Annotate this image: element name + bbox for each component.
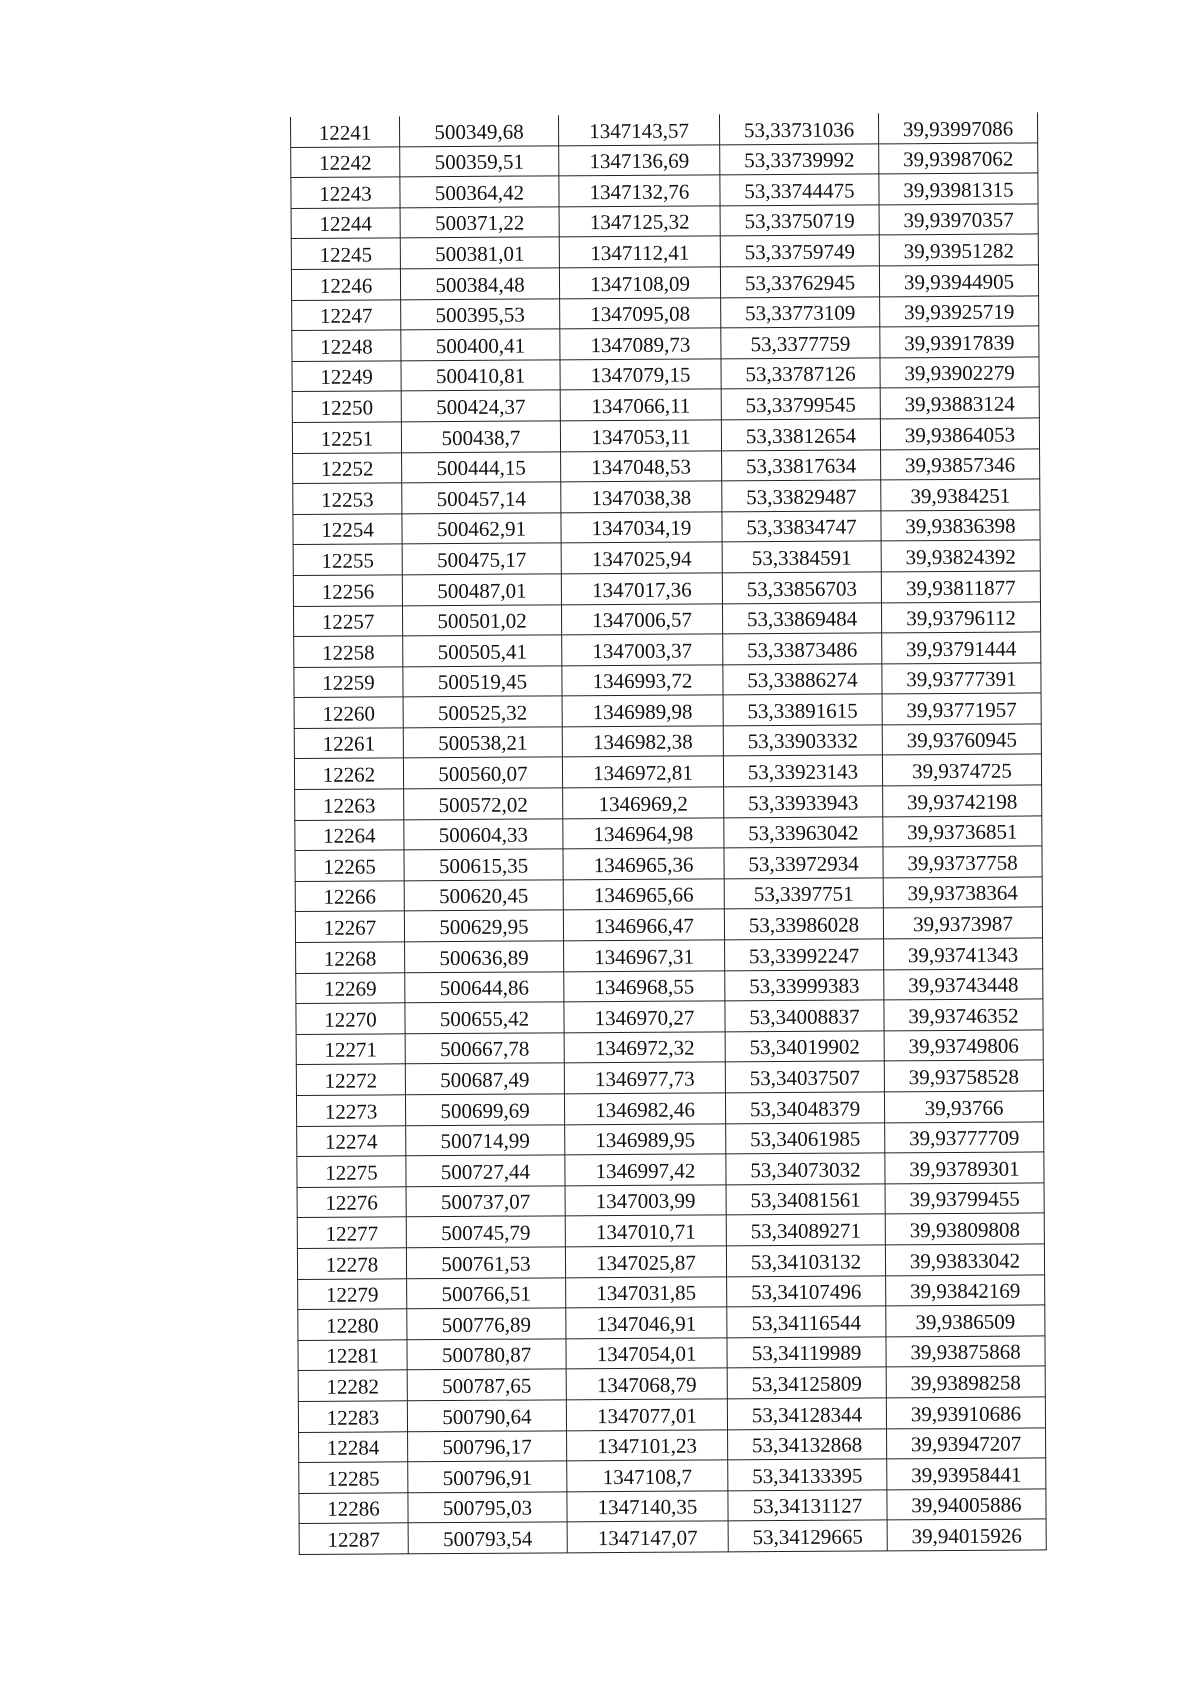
longitude-cell: 39,93842169 xyxy=(886,1274,1045,1306)
longitude-cell: 39,93944905 xyxy=(879,265,1038,297)
table-row xyxy=(292,295,1039,330)
longitude-cell: 39,93833042 xyxy=(885,1244,1044,1276)
longitude-cell: 39,94015926 xyxy=(887,1519,1046,1551)
x-coordinate-cell: 500793,54 xyxy=(408,1522,567,1554)
table-row xyxy=(295,907,1042,942)
longitude-cell: 39,9384251 xyxy=(881,479,1040,511)
table-row xyxy=(296,1060,1043,1095)
latitude-cell: 53,34132868 xyxy=(728,1428,887,1460)
point-number-cell: 12251 xyxy=(292,422,401,453)
table-row xyxy=(295,877,1042,912)
table-row xyxy=(292,418,1039,453)
point-number-cell: 12265 xyxy=(295,850,404,881)
latitude-cell: 53,34081561 xyxy=(726,1184,885,1216)
longitude-cell: 39,93809808 xyxy=(885,1213,1044,1245)
y-coordinate-cell: 1347046,91 xyxy=(566,1307,727,1339)
point-number-cell: 12241 xyxy=(291,116,400,147)
longitude-cell: 39,93789301 xyxy=(885,1152,1044,1184)
longitude-cell: 39,93777391 xyxy=(882,663,1041,695)
point-number-cell: 12276 xyxy=(297,1187,406,1218)
point-number-cell: 12287 xyxy=(299,1523,408,1554)
coordinates-table-body xyxy=(291,112,1047,1554)
table-row xyxy=(291,265,1038,300)
point-number-cell: 12244 xyxy=(291,208,400,239)
latitude-cell: 53,3384591 xyxy=(722,541,881,573)
x-coordinate-cell: 500560,07 xyxy=(403,757,562,789)
longitude-cell: 39,93799455 xyxy=(885,1183,1044,1215)
latitude-cell: 53,33829487 xyxy=(722,480,881,512)
y-coordinate-cell: 1347053,11 xyxy=(560,420,721,452)
table-row xyxy=(295,816,1042,851)
x-coordinate-cell: 500727,44 xyxy=(406,1155,565,1187)
y-coordinate-cell: 1346989,95 xyxy=(565,1123,726,1155)
longitude-cell: 39,93743448 xyxy=(884,969,1043,1001)
x-coordinate-cell: 500457,14 xyxy=(402,482,561,514)
table-row xyxy=(296,969,1043,1004)
longitude-cell: 39,93824392 xyxy=(881,540,1040,572)
y-coordinate-cell: 1346989,98 xyxy=(562,695,723,727)
y-coordinate-cell: 1347003,37 xyxy=(562,634,723,666)
x-coordinate-cell: 500371,22 xyxy=(400,207,559,239)
longitude-cell: 39,93746352 xyxy=(884,999,1043,1031)
x-coordinate-cell: 500487,01 xyxy=(402,574,561,606)
x-coordinate-cell: 500381,01 xyxy=(400,237,559,269)
x-coordinate-cell: 500395,53 xyxy=(401,298,560,330)
latitude-cell: 53,33773109 xyxy=(721,296,880,328)
latitude-cell: 53,34073032 xyxy=(726,1153,885,1185)
y-coordinate-cell: 1346993,72 xyxy=(562,665,723,697)
latitude-cell: 53,33869484 xyxy=(722,602,881,634)
y-coordinate-cell: 1347010,71 xyxy=(565,1215,726,1247)
point-number-cell: 12242 xyxy=(291,146,400,177)
point-number-cell: 12264 xyxy=(295,819,404,850)
y-coordinate-cell: 1347136,69 xyxy=(559,144,720,176)
longitude-cell: 39,93917839 xyxy=(880,326,1039,358)
table-row xyxy=(296,1091,1043,1126)
latitude-cell: 53,33972934 xyxy=(724,847,883,879)
point-number-cell: 12270 xyxy=(296,1003,405,1034)
latitude-cell: 53,33891615 xyxy=(723,694,882,726)
longitude-cell: 39,93925719 xyxy=(880,295,1039,327)
longitude-cell: 39,93958441 xyxy=(887,1458,1046,1490)
latitude-cell: 53,33799545 xyxy=(721,388,880,420)
x-coordinate-cell: 500604,33 xyxy=(404,819,563,851)
y-coordinate-cell: 1347038,38 xyxy=(561,481,722,513)
table-row xyxy=(293,601,1040,636)
x-coordinate-cell: 500795,03 xyxy=(408,1492,567,1524)
table-row xyxy=(291,234,1038,269)
latitude-cell: 53,34037507 xyxy=(725,1061,884,1093)
longitude-cell: 39,93857346 xyxy=(881,448,1040,480)
table-row xyxy=(294,724,1041,759)
longitude-cell: 39,93981315 xyxy=(879,173,1038,205)
point-number-cell: 12253 xyxy=(293,483,402,514)
latitude-cell: 53,33834747 xyxy=(722,511,881,543)
longitude-cell: 39,93749806 xyxy=(884,1030,1043,1062)
latitude-cell: 53,34008837 xyxy=(725,1000,884,1032)
y-coordinate-cell: 1347017,36 xyxy=(561,573,722,605)
longitude-cell: 39,93947207 xyxy=(887,1427,1046,1459)
x-coordinate-cell: 500359,51 xyxy=(400,145,559,177)
table-row xyxy=(293,510,1040,545)
x-coordinate-cell: 500505,41 xyxy=(403,635,562,667)
longitude-cell: 39,93758528 xyxy=(884,1060,1043,1092)
x-coordinate-cell: 500737,07 xyxy=(406,1186,565,1218)
longitude-cell: 39,93883124 xyxy=(880,387,1039,419)
table-row xyxy=(297,1152,1044,1187)
table-row xyxy=(293,571,1040,606)
y-coordinate-cell: 1347125,32 xyxy=(559,206,720,238)
table-row xyxy=(297,1213,1044,1248)
point-number-cell: 12278 xyxy=(297,1248,406,1279)
longitude-cell: 39,93902279 xyxy=(880,357,1039,389)
latitude-cell: 53,34129665 xyxy=(728,1520,887,1552)
y-coordinate-cell: 1347025,94 xyxy=(561,542,722,574)
x-coordinate-cell: 500667,78 xyxy=(405,1033,564,1065)
y-coordinate-cell: 1347066,11 xyxy=(560,389,721,421)
longitude-cell: 39,93736851 xyxy=(883,816,1042,848)
y-coordinate-cell: 1347095,08 xyxy=(560,297,721,329)
x-coordinate-cell: 500714,99 xyxy=(406,1124,565,1156)
point-number-cell: 12252 xyxy=(293,452,402,483)
y-coordinate-cell: 1347079,15 xyxy=(560,359,721,391)
latitude-cell: 53,33856703 xyxy=(722,572,881,604)
longitude-cell: 39,93766 xyxy=(884,1091,1043,1123)
x-coordinate-cell: 500629,95 xyxy=(404,910,563,942)
y-coordinate-cell: 1346982,46 xyxy=(564,1093,725,1125)
point-number-cell: 12255 xyxy=(293,544,402,575)
latitude-cell: 53,33933943 xyxy=(724,786,883,818)
longitude-cell: 39,9373987 xyxy=(883,907,1042,939)
x-coordinate-cell: 500501,02 xyxy=(402,604,561,636)
table-row xyxy=(297,1183,1044,1218)
point-number-cell: 12266 xyxy=(295,881,404,912)
y-coordinate-cell: 1346968,55 xyxy=(564,970,725,1002)
longitude-cell: 39,94005886 xyxy=(887,1489,1046,1521)
point-number-cell: 12281 xyxy=(298,1340,407,1371)
point-number-cell: 12282 xyxy=(298,1370,407,1401)
y-coordinate-cell: 1347101,23 xyxy=(567,1429,728,1461)
y-coordinate-cell: 1347031,85 xyxy=(566,1276,727,1308)
x-coordinate-cell: 500766,51 xyxy=(407,1277,566,1309)
table-row xyxy=(298,1336,1045,1371)
y-coordinate-cell: 1346965,36 xyxy=(563,848,724,880)
x-coordinate-cell: 500349,68 xyxy=(399,115,558,146)
latitude-cell: 53,34125809 xyxy=(727,1367,886,1399)
latitude-cell: 53,33759749 xyxy=(720,235,879,267)
latitude-cell: 53,34103132 xyxy=(726,1245,885,1277)
y-coordinate-cell: 1347006,57 xyxy=(561,603,722,635)
longitude-cell: 39,93836398 xyxy=(881,510,1040,542)
x-coordinate-cell: 500796,17 xyxy=(408,1430,567,1462)
x-coordinate-cell: 500364,42 xyxy=(400,176,559,208)
latitude-cell: 53,3397751 xyxy=(724,878,883,910)
point-number-cell: 12254 xyxy=(293,514,402,545)
latitude-cell: 53,33992247 xyxy=(725,939,884,971)
latitude-cell: 53,33923143 xyxy=(723,755,882,787)
table-row xyxy=(291,143,1038,178)
point-number-cell: 12268 xyxy=(296,942,405,973)
table-row xyxy=(295,846,1042,881)
x-coordinate-cell: 500745,79 xyxy=(406,1216,565,1248)
latitude-cell: 53,33886274 xyxy=(723,664,882,696)
y-coordinate-cell: 1347077,01 xyxy=(566,1399,727,1431)
table-row xyxy=(293,540,1040,575)
x-coordinate-cell: 500790,64 xyxy=(407,1400,566,1432)
y-coordinate-cell: 1346964,98 xyxy=(563,818,724,850)
x-coordinate-cell: 500424,37 xyxy=(401,390,560,422)
point-number-cell: 12248 xyxy=(292,330,401,361)
longitude-cell: 39,9374725 xyxy=(882,754,1041,786)
table-row xyxy=(298,1305,1045,1340)
point-number-cell: 12256 xyxy=(293,575,402,606)
x-coordinate-cell: 500687,49 xyxy=(405,1063,564,1095)
x-coordinate-cell: 500438,7 xyxy=(401,421,560,453)
point-number-cell: 12280 xyxy=(298,1309,407,1340)
table-row xyxy=(299,1458,1046,1493)
table-row xyxy=(294,693,1041,728)
latitude-cell: 53,34061985 xyxy=(726,1122,885,1154)
point-number-cell: 12272 xyxy=(296,1064,405,1095)
longitude-cell: 39,93741343 xyxy=(884,938,1043,970)
longitude-cell: 39,93875868 xyxy=(886,1336,1045,1368)
y-coordinate-cell: 1347025,87 xyxy=(565,1246,726,1278)
latitude-cell: 53,33812654 xyxy=(721,419,880,451)
table-row xyxy=(297,1244,1044,1279)
longitude-cell: 39,93910686 xyxy=(886,1397,1045,1429)
table-row xyxy=(293,479,1040,514)
x-coordinate-cell: 500776,89 xyxy=(407,1308,566,1340)
table-row xyxy=(299,1519,1046,1554)
table-row xyxy=(296,1030,1043,1065)
y-coordinate-cell: 1346969,2 xyxy=(563,787,724,819)
table-row xyxy=(294,754,1041,789)
latitude-cell: 53,34019902 xyxy=(725,1031,884,1063)
y-coordinate-cell: 1346966,47 xyxy=(563,909,724,941)
latitude-cell: 53,33744475 xyxy=(720,174,879,206)
point-number-cell: 12271 xyxy=(296,1034,405,1065)
latitude-cell: 53,33762945 xyxy=(720,266,879,298)
point-number-cell: 12283 xyxy=(298,1401,407,1432)
latitude-cell: 53,34089271 xyxy=(726,1214,885,1246)
y-coordinate-cell: 1347143,57 xyxy=(558,114,719,145)
table-row xyxy=(294,632,1041,667)
x-coordinate-cell: 500780,87 xyxy=(407,1339,566,1371)
x-coordinate-cell: 500462,91 xyxy=(402,513,561,545)
point-number-cell: 12273 xyxy=(296,1095,405,1126)
y-coordinate-cell: 1346965,66 xyxy=(563,879,724,911)
point-number-cell: 12285 xyxy=(299,1462,408,1493)
latitude-cell: 53,34133395 xyxy=(728,1459,887,1491)
point-number-cell: 12263 xyxy=(295,789,404,820)
x-coordinate-cell: 500620,45 xyxy=(404,880,563,912)
point-number-cell: 12259 xyxy=(294,667,403,698)
x-coordinate-cell: 500636,89 xyxy=(405,941,564,973)
x-coordinate-cell: 500787,65 xyxy=(407,1369,566,1401)
point-number-cell: 12277 xyxy=(297,1217,406,1248)
x-coordinate-cell: 500410,81 xyxy=(401,360,560,392)
latitude-cell: 53,33739992 xyxy=(720,143,879,175)
y-coordinate-cell: 1347003,99 xyxy=(565,1185,726,1217)
longitude-cell: 39,93898258 xyxy=(886,1366,1045,1398)
table-row xyxy=(292,357,1039,392)
x-coordinate-cell: 500699,69 xyxy=(405,1094,564,1126)
longitude-cell: 39,93737758 xyxy=(883,846,1042,878)
longitude-cell: 39,93777709 xyxy=(885,1122,1044,1154)
x-coordinate-cell: 500796,91 xyxy=(408,1461,567,1493)
point-number-cell: 12245 xyxy=(291,238,400,269)
y-coordinate-cell: 1346972,32 xyxy=(564,1032,725,1064)
y-coordinate-cell: 1346970,27 xyxy=(564,1001,725,1033)
point-number-cell: 12262 xyxy=(294,758,403,789)
point-number-cell: 12269 xyxy=(296,972,405,1003)
longitude-cell: 39,93738364 xyxy=(883,877,1042,909)
table-row xyxy=(292,326,1039,361)
x-coordinate-cell: 500475,17 xyxy=(402,543,561,575)
table-row xyxy=(299,1427,1046,1462)
longitude-cell: 39,93987062 xyxy=(879,143,1038,175)
table-row xyxy=(297,1122,1044,1157)
point-number-cell: 12258 xyxy=(294,636,403,667)
x-coordinate-cell: 500519,45 xyxy=(403,666,562,698)
coordinates-table xyxy=(290,112,1047,1554)
point-number-cell: 12250 xyxy=(292,391,401,422)
point-number-cell: 12267 xyxy=(295,911,404,942)
table-row xyxy=(298,1397,1045,1432)
y-coordinate-cell: 1347108,7 xyxy=(567,1460,728,1492)
point-number-cell: 12243 xyxy=(291,177,400,208)
longitude-cell: 39,9386509 xyxy=(886,1305,1045,1337)
y-coordinate-cell: 1347048,53 xyxy=(561,450,722,482)
latitude-cell: 53,3377759 xyxy=(721,327,880,359)
x-coordinate-cell: 500615,35 xyxy=(404,849,563,881)
point-number-cell: 12247 xyxy=(292,299,401,330)
longitude-cell: 39,93791444 xyxy=(882,632,1041,664)
point-number-cell: 12275 xyxy=(297,1156,406,1187)
latitude-cell: 53,34107496 xyxy=(727,1275,886,1307)
table-row xyxy=(298,1274,1045,1309)
point-number-cell: 12260 xyxy=(294,697,403,728)
y-coordinate-cell: 1347068,79 xyxy=(566,1368,727,1400)
y-coordinate-cell: 1347054,01 xyxy=(566,1338,727,1370)
x-coordinate-cell: 500761,53 xyxy=(406,1247,565,1279)
latitude-cell: 53,33873486 xyxy=(723,633,882,665)
x-coordinate-cell: 500384,48 xyxy=(400,268,559,300)
y-coordinate-cell: 1346972,81 xyxy=(562,756,723,788)
latitude-cell: 53,33999383 xyxy=(725,970,884,1002)
latitude-cell: 53,33787126 xyxy=(721,358,880,390)
longitude-cell: 39,93811877 xyxy=(881,571,1040,603)
latitude-cell: 53,33731036 xyxy=(719,113,878,144)
longitude-cell: 39,93760945 xyxy=(882,724,1041,756)
point-number-cell: 12257 xyxy=(293,605,402,636)
point-number-cell: 12249 xyxy=(292,361,401,392)
table-row xyxy=(293,448,1040,483)
table-row xyxy=(299,1489,1046,1524)
longitude-cell: 39,93796112 xyxy=(881,601,1040,633)
y-coordinate-cell: 1346997,42 xyxy=(565,1154,726,1186)
table-row xyxy=(291,173,1038,208)
y-coordinate-cell: 1347132,76 xyxy=(559,175,720,207)
table-row xyxy=(291,204,1038,239)
latitude-cell: 53,33963042 xyxy=(724,817,883,849)
y-coordinate-cell: 1346977,73 xyxy=(564,1062,725,1094)
latitude-cell: 53,34128344 xyxy=(727,1398,886,1430)
table-row xyxy=(298,1366,1045,1401)
longitude-cell: 39,93771957 xyxy=(882,693,1041,725)
latitude-cell: 53,34048379 xyxy=(725,1092,884,1124)
y-coordinate-cell: 1346982,38 xyxy=(562,726,723,758)
x-coordinate-cell: 500655,42 xyxy=(405,1002,564,1034)
y-coordinate-cell: 1347147,07 xyxy=(567,1521,728,1553)
point-number-cell: 12279 xyxy=(298,1278,407,1309)
point-number-cell: 12284 xyxy=(299,1431,408,1462)
longitude-cell: 39,93997086 xyxy=(878,112,1037,143)
table-row xyxy=(294,663,1041,698)
y-coordinate-cell: 1347034,19 xyxy=(561,512,722,544)
table-row xyxy=(295,785,1042,820)
table-row xyxy=(292,387,1039,422)
point-number-cell: 12261 xyxy=(294,728,403,759)
x-coordinate-cell: 500444,15 xyxy=(402,451,561,483)
x-coordinate-cell: 500572,02 xyxy=(404,788,563,820)
y-coordinate-cell: 1347089,73 xyxy=(560,328,721,360)
latitude-cell: 53,34119989 xyxy=(727,1337,886,1369)
table-row xyxy=(296,938,1043,973)
longitude-cell: 39,93951282 xyxy=(879,234,1038,266)
y-coordinate-cell: 1347112,41 xyxy=(559,236,720,268)
latitude-cell: 53,33817634 xyxy=(722,449,881,481)
latitude-cell: 53,34116544 xyxy=(727,1306,886,1338)
x-coordinate-cell: 500538,21 xyxy=(403,727,562,759)
table-row xyxy=(291,112,1038,147)
x-coordinate-cell: 500400,41 xyxy=(401,329,560,361)
latitude-cell: 53,34131127 xyxy=(728,1490,887,1522)
latitude-cell: 53,33750719 xyxy=(720,205,879,237)
y-coordinate-cell: 1346967,31 xyxy=(564,940,725,972)
longitude-cell: 39,93864053 xyxy=(880,418,1039,450)
point-number-cell: 12274 xyxy=(297,1125,406,1156)
x-coordinate-cell: 500525,32 xyxy=(403,696,562,728)
y-coordinate-cell: 1347108,09 xyxy=(559,267,720,299)
longitude-cell: 39,93742198 xyxy=(883,785,1042,817)
x-coordinate-cell: 500644,86 xyxy=(405,971,564,1003)
latitude-cell: 53,33903332 xyxy=(723,725,882,757)
point-number-cell: 12246 xyxy=(291,269,400,300)
table-row xyxy=(296,999,1043,1034)
longitude-cell: 39,93970357 xyxy=(879,204,1038,236)
y-coordinate-cell: 1347140,35 xyxy=(567,1491,728,1523)
latitude-cell: 53,33986028 xyxy=(724,908,883,940)
point-number-cell: 12286 xyxy=(299,1493,408,1524)
